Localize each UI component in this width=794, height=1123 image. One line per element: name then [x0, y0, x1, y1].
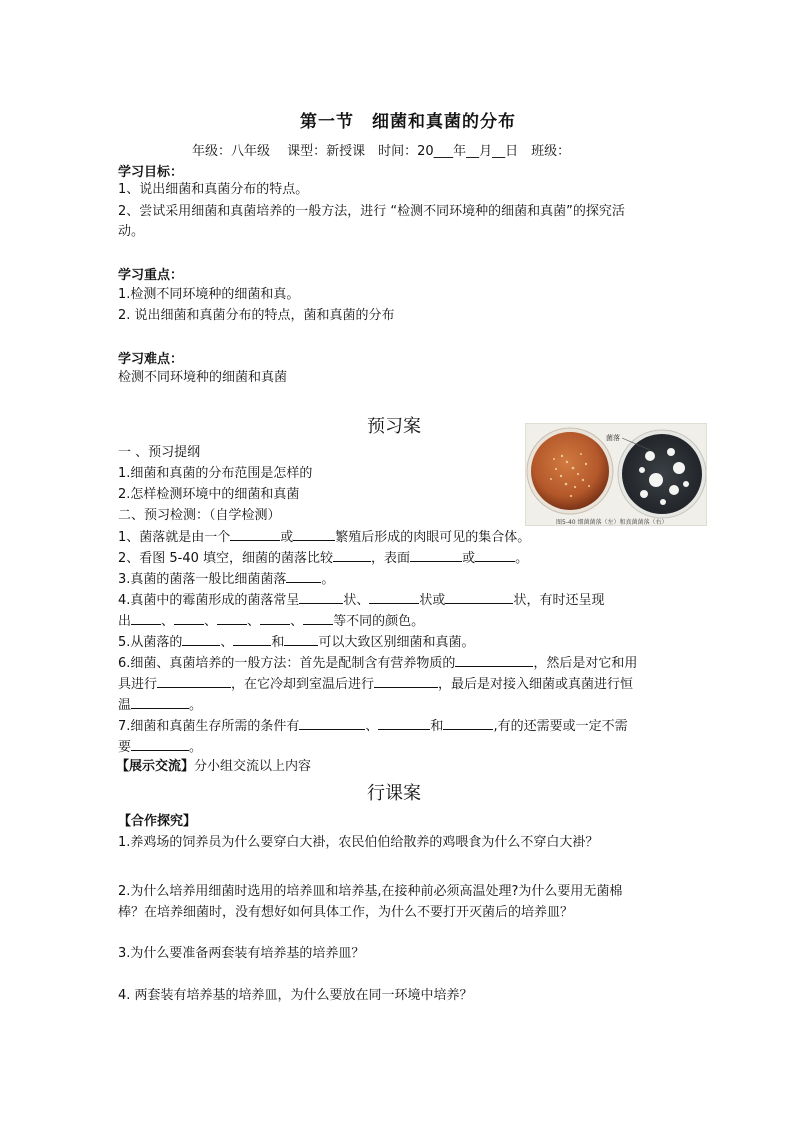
- answer-blank[interactable]: [455, 653, 533, 667]
- answer-blank[interactable]: [157, 674, 231, 688]
- answer-blank[interactable]: [369, 590, 419, 604]
- outline-item: 2.怎样检测环境中的细菌和真菌: [118, 487, 300, 502]
- page-title: 第一节 细菌和真菌的分布: [300, 112, 516, 132]
- question-1: 1、菌落就是由一个 或 繁殖后形成的肉眼可见的集合体。: [118, 527, 530, 548]
- question-4a: 4.真菌中的霉菌形成的菌落常呈 状、 状或 状，有时还呈现: [118, 590, 604, 611]
- answer-blank[interactable]: [475, 548, 515, 562]
- outline-heading: 一 、预习提纲: [118, 445, 201, 460]
- question-7b: 要 。: [118, 737, 202, 758]
- question-4b: 出 、 、 、 、 等不同的颜色。: [118, 611, 424, 632]
- answer-blank[interactable]: [410, 548, 462, 562]
- difficulty-heading: 学习难点：: [118, 352, 184, 367]
- answer-blank[interactable]: [293, 527, 335, 541]
- focus-heading: 学习重点：: [118, 268, 184, 283]
- check-heading: 二、预习检测：（自学检测）: [118, 508, 281, 523]
- lesson-question: 4. 两套装有培养基的培养皿，为什么要放在同一环境中培养？: [118, 988, 473, 1003]
- question-6b: 具进行 ，在它冷却到室温后进行 ，最后是对接入细菌或真菌进行恒: [118, 674, 633, 695]
- goals-heading: 学习目标：: [118, 165, 184, 180]
- focus-item: 2. 说出细菌和真菌分布的特点，菌和真菌的分布: [118, 308, 395, 323]
- figure-label: 菌落: [606, 434, 620, 442]
- answer-blank[interactable]: [299, 716, 365, 730]
- answer-blank[interactable]: [374, 674, 438, 688]
- question-5: 5.从菌落的 、 和 可以大致区别细菌和真菌。: [118, 632, 474, 653]
- focus-item: 1.检测不同环境种的细菌和真。: [118, 287, 300, 302]
- answer-blank[interactable]: [131, 737, 189, 751]
- answer-blank[interactable]: [333, 548, 371, 562]
- answer-blank[interactable]: [174, 611, 204, 625]
- question-6c: 温 。: [118, 695, 202, 716]
- answer-blank[interactable]: [217, 611, 247, 625]
- outline-item: 1.细菌和真菌的分布范围是怎样的: [118, 466, 313, 481]
- lesson-question: 1.养鸡场的饲养员为什么要穿白大褂，农民伯伯给散养的鸡喂食为什么不穿白大褂？: [118, 835, 599, 850]
- answer-blank[interactable]: [233, 632, 271, 646]
- question-7a: 7.细菌和真菌生存所需的条件有 、 和 ,有的还需要或一定不需: [118, 716, 628, 737]
- answer-blank[interactable]: [303, 611, 333, 625]
- lesson-section-title: 行课案: [367, 783, 421, 804]
- exchange-label: 【展示交流】: [116, 759, 195, 774]
- colony-photo: [526, 424, 707, 526]
- answer-blank[interactable]: [131, 611, 161, 625]
- answer-blank[interactable]: [378, 716, 430, 730]
- answer-blank[interactable]: [445, 590, 513, 604]
- lesson-question: 棒？在培养细菌时，没有想好如何具体工作，为什么不要打开灭菌后的培养皿？: [118, 905, 574, 920]
- answer-blank[interactable]: [230, 527, 280, 541]
- exchange-line: [116, 757, 311, 777]
- question-3: 3.真菌的菌落一般比细菌菌落 。: [118, 569, 334, 590]
- preview-section-title: 预习案: [367, 416, 421, 437]
- exchange-text: 分小组交流以上内容: [194, 759, 312, 774]
- lesson-question: 2.为什么培养用细菌时选用的培养皿和培养基,在接种前必须高温处理?为什么要用无菌棉: [118, 884, 623, 899]
- meta-line: 年级：八年级 课型：新授课 时间：20___年__月__日 班级：: [192, 144, 571, 159]
- lesson-question: 3.为什么要准备两套装有培养基的培养皿？: [118, 946, 365, 961]
- answer-blank[interactable]: [131, 695, 189, 709]
- colony-figure: [525, 423, 707, 526]
- goal-item: 1、说出细菌和真菌分布的特点。: [118, 182, 309, 197]
- difficulty-item: 检测不同环境种的细菌和真菌: [118, 370, 288, 385]
- answer-blank[interactable]: [286, 569, 321, 583]
- answer-blank[interactable]: [182, 632, 220, 646]
- answer-blank[interactable]: [284, 632, 318, 646]
- figure-caption: 图5-40 细菌菌落（左）和真菌菌落（右）: [556, 519, 668, 526]
- question-6a: 6.细菌、真菌培养的一般方法：首先是配制含有营养物质的 ，然后是对它和用: [118, 653, 637, 674]
- coop-heading: 【合作探究】: [118, 814, 197, 829]
- answer-blank[interactable]: [299, 590, 343, 604]
- goal-item: 动。: [118, 224, 145, 239]
- answer-blank[interactable]: [260, 611, 290, 625]
- goal-item: 2、尝试采用细菌和真菌培养的一般方法，进行 “检测不同环境种的细菌和真菌”的探究活: [118, 204, 625, 219]
- question-2: 2、看图 5-40 填空，细菌的菌落比较 ，表面 或 。: [118, 548, 528, 569]
- answer-blank[interactable]: [443, 716, 493, 730]
